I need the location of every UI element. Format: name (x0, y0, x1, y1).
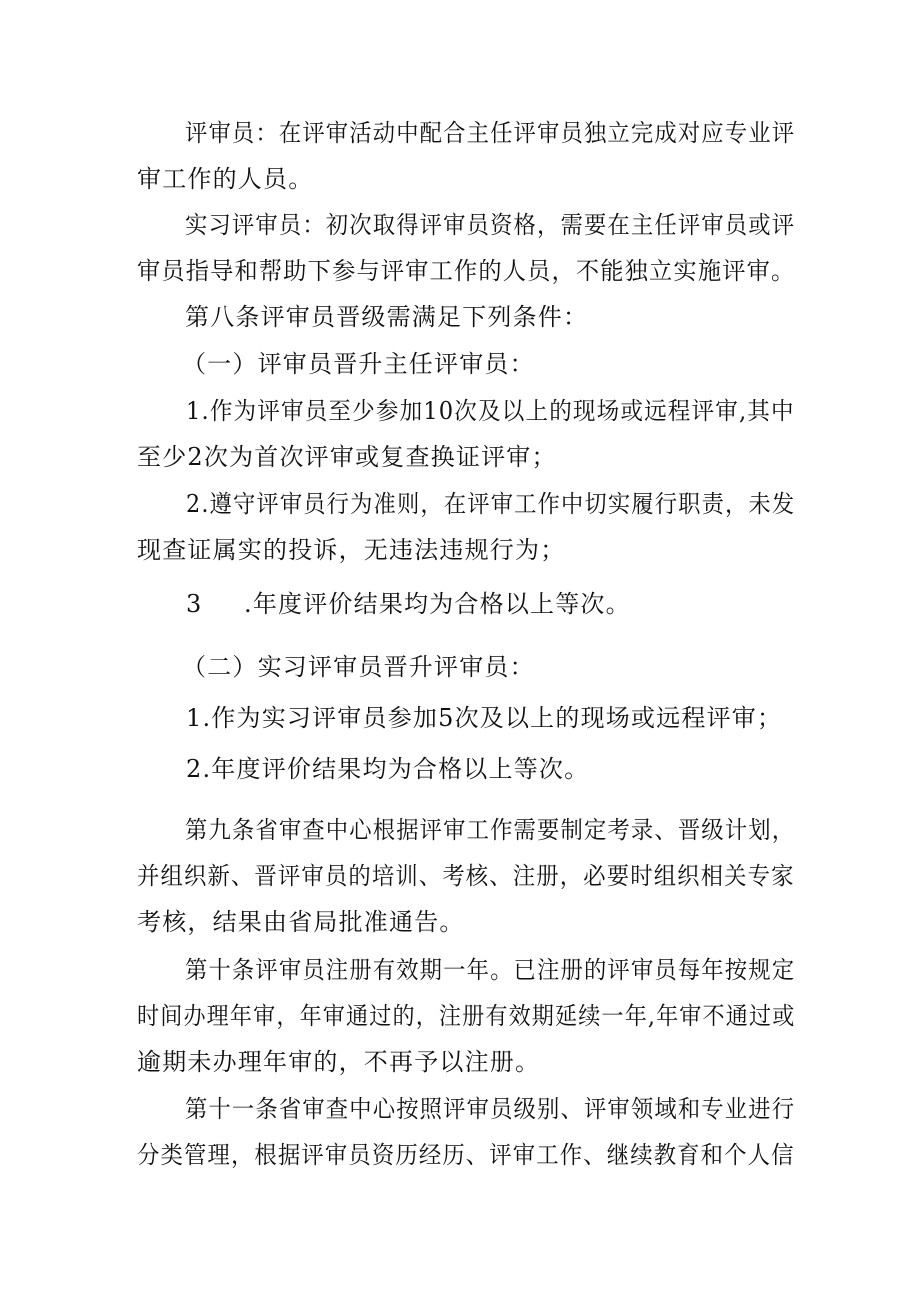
article-paragraph-line: 分类管理，根据评审员资历经历、评审工作、继续教育和个人信 (137, 1141, 795, 1169)
list-item: .年度评价结果均为合格以上等次。 (244, 590, 631, 618)
article-paragraph-line: 考核，结果由省局批准通告。 (137, 908, 465, 936)
section-heading: （一）评审员晋升主任评审员： (182, 350, 535, 378)
list-item: 2.遵守评审员行为准则，在评审工作中切实履行职责，未发 (186, 490, 796, 518)
list-item: 2.年度评价结果均为合格以上等次。 (186, 755, 590, 783)
paragraph-line: 审员指导和帮助下参与评审工作的人员，不能独立实施评审。 (137, 257, 796, 285)
paragraph-line: 评审员：在评审活动中配合主任评审员独立完成对应专业评 (185, 119, 796, 147)
article-paragraph: 第十条评审员注册有效期一年。已注册的评审员每年按规定 (185, 956, 796, 984)
article-paragraph-line: 并组织新、晋评审员的培训、考核、注册，必要时组织相关专家 (137, 862, 795, 890)
paragraph-line: 实习评审员：初次取得评审员资格，需要在主任评审员或评 (185, 211, 796, 239)
list-item: 1.作为实习评审员参加5次及以上的现场或远程评审； (186, 704, 783, 732)
list-item-continuation: 至少2次为首次评审或复查换证评审； (137, 443, 557, 471)
article-heading: 第八条评审员晋级需满足下列条件： (185, 303, 589, 331)
paragraph-line: 审工作的人员。 (137, 165, 314, 193)
section-heading: （二）实习评审员晋升评审员： (182, 653, 535, 681)
article-paragraph: 第十一条省审查中心按照评审员级别、评审领域和专业进行 (185, 1095, 796, 1123)
list-item: 1.作为评审员至少参加10次及以上的现场或远程评审,其中 (186, 397, 795, 425)
list-item-number: 3 (186, 590, 203, 618)
article-paragraph: 第九条省审查中心根据评审工作需要制定考录、晋级计划， (185, 816, 796, 844)
list-item-continuation: 现查证属实的投诉，无违法违规行为； (137, 536, 566, 564)
article-paragraph-line: 逾期未办理年审的，不再予以注册。 (137, 1048, 541, 1076)
article-paragraph-line: 时间办理年审，年审通过的，注册有效期延续一年,年审不通过或 (137, 1002, 796, 1030)
